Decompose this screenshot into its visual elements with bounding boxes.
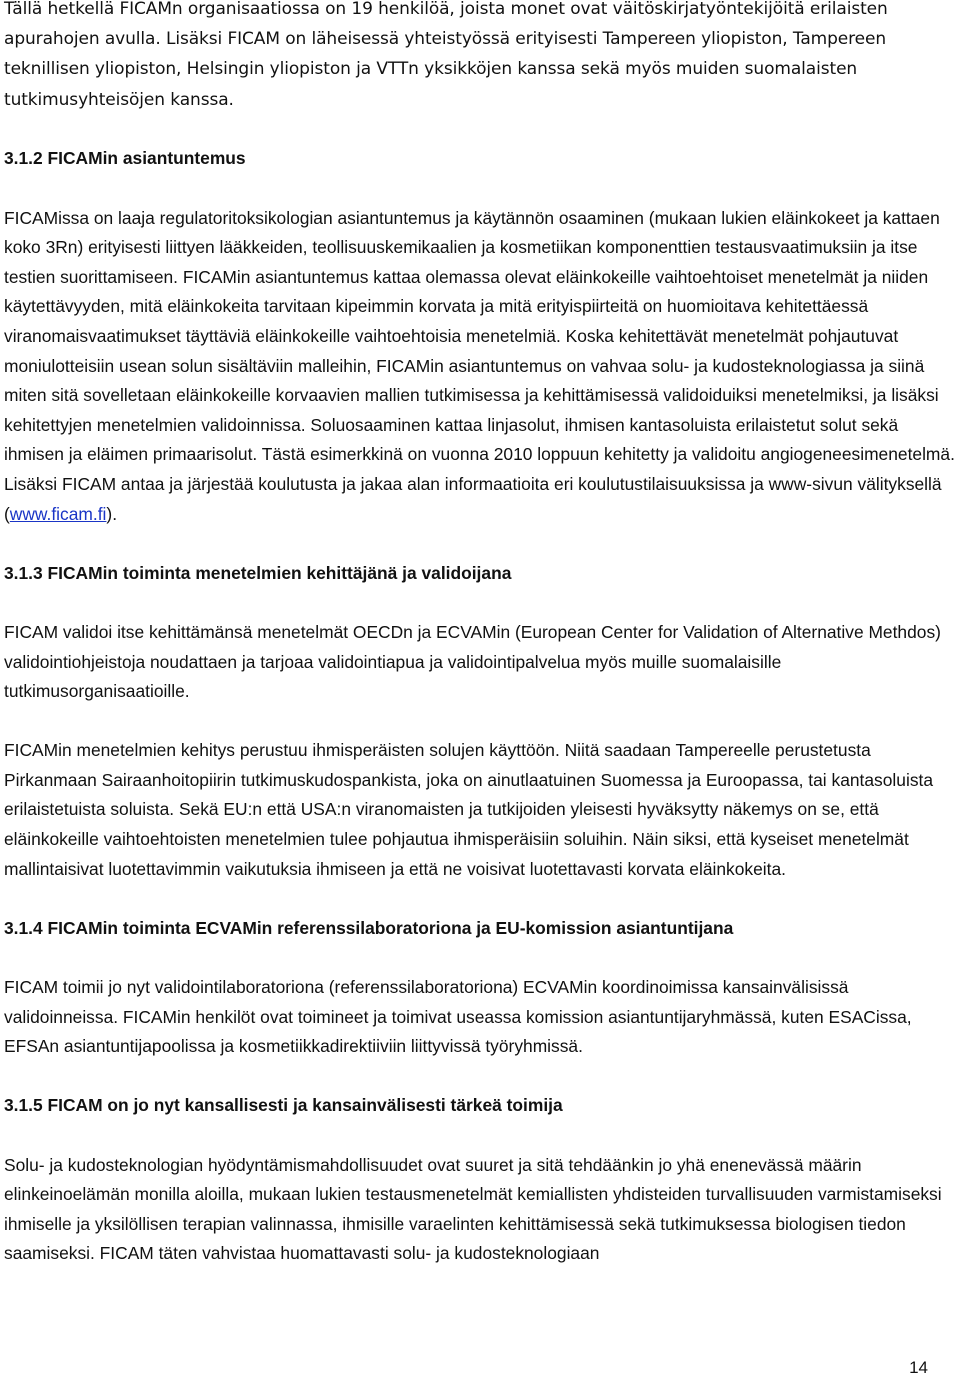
ficam-website-link[interactable]: www.ficam.fi [9, 503, 107, 524]
intro-line: tutkimusyhteisöjen kanssa. [4, 89, 234, 110]
intro-paragraph [4, 0, 960, 115]
intro-line: apurahojen avulla. Lisäksi FICAM on läheisessä yhteistyössä erityisesti Tampereen yliopiston, Tampereen [4, 29, 887, 50]
intro-line: Tällä hetkellä FICAMn organisaatiossa on 19 henkilöä, joista monet ovat väitöskirjatyöntekijöitä erilaisten [4, 0, 888, 19]
paragraph-text: FICAMissa on laaja regulatoritoksikologian asiantuntemus ja käytännön osaaminen (mukaan lukien eläinkokeet ja kattaen koko 3Rn) erityisesti liittyen lääkkeiden, teollisuuskemikaalien ja kosmetiikan komponenttien testausvaatimuksiin ja itse testien suorittamiseen. FICAMin asiantuntemus kattaa olemassa olevat eläinkokeille vaihtoehtoiset menetelmät ja niiden käytettävyyden, mitä eläinkokeita tarvitaan kipeimmin korvata ja mitä erityispiirteitä on huomioitava kehitettäessä viranomaisvaatimukset täyttäviä eläinkokeille vaihtoehtoisia menetelmiä. Koska kehitettävät menetelmät pohjautuvat moniulotteisiin usean solun sisältäviin malleihin, FICAMin asiantuntemus on vahvaa solu- ja kudosteknologiassa ja siinä miten sitä sovelletaan eläinkokeille korvaavien mallien tutkimisessa ja kehittämisessä validoiduiksi menetelmiksi, ja lisäksi kehitettyjen menetelmien validoinnissa. Soluosaaminen kattaa linjasolut, ihmisen kantasoluista erilaistetut solut sekä ihmisen ja eläimen primaarisolut. Tästä esimerkkinä on vuonna 2010 loppuun kehitetty ja validoitu angiogeneesimenetelmä. Lisäksi FICAM antaa ja järjestää koulutusta ja jakaa alan informaatioita eri koulutustilaisuuksissa ja www-sivun välityksellä ( [4, 207, 955, 524]
page-number: 14 [909, 1358, 928, 1377]
paragraph-text-end: ). [106, 503, 118, 524]
section-3-1-3-paragraph-2: FICAMin menetelmien kehitys perustuu ihmisperäisten solujen käyttöön. Niitä saadaan Tampereelle perustetusta Pirkanmaan Sairaanhoitopiirin tutkimuskudospankista, joka on ainutlaatuinen Suomessa ja Euroopassa, tai kantasoluista erilaistetuista soluista. Sekä EU:n että USA:n viranomaisten ja tutkijoiden yleisesti hyväksytty näkemys on se, että eläinkokeille vaihtoehtoisten menetelmien tulee pohjautua ihmisperäisiin soluihin. Näin siksi, että kyseiset menetelmät mallintaisivat luotettavimmin vaikutuksia ihmiseen ja että ne voisivat luotettavasti korvata eläinkokeita. [4, 740, 934, 879]
section-3-1-4-paragraph: FICAM toimii jo nyt validointilaboratoriona (referenssilaboratoriona) ECVAMin koordinoimissa kansainvälisissä validoinneissa. FICAMin henkilöt ovat toimineet ja toimivat useassa komission asiantuntijaryhmässä, kuten ESACissa, EFSAn asiantuntijapoolissa ja kosmetiikkadirektiiviin liittyvissä työryhmissä. [4, 977, 912, 1057]
document-page [4, 0, 960, 1269]
section-heading-3-1-4: 3.1.4 FICAMin toiminta ECVAMin referenssilaboratoriona ja EU-komission asiantuntijana [4, 917, 734, 938]
section-3-1-5-paragraph: Solu- ja kudosteknologian hyödyntämismahdollisuudet ovat suuret ja sitä tehdäänkin jo yhä enenevässä määrin elinkeinoelämän monilla aloilla, mukaan lukien testausmenetelmät kemiallisten yhdisteiden turvallisuuden varmistamiseksi ihmiselle ja yksilöllisen terapian valinnassa, ihmisille varaelinten kehittämisessä sekä tutkimuksessa biologisen tiedon saamiseksi. FICAM täten vahvistaa huomattavasti solu- ja kudosteknologiaan [4, 1154, 942, 1264]
section-heading-3-1-3: 3.1.3 FICAMin toiminta menetelmien kehittäjänä ja validoijana [4, 562, 512, 583]
section-3-1-2-paragraph [4, 204, 960, 530]
section-heading-3-1-2: 3.1.2 FICAMin asiantuntemus [4, 148, 246, 169]
section-heading-3-1-5: 3.1.5 FICAM on jo nyt kansallisesti ja kansainvälisesti tärkeä toimija [4, 1095, 563, 1116]
intro-line: teknillisen yliopiston, Helsingin yliopiston ja VTTn yksikköjen kanssa sekä myös muiden suomalaisten [4, 59, 858, 80]
section-3-1-3-paragraph-1: FICAM validoi itse kehittämänsä menetelmät OECDn ja ECVAMin (European Center for Validation of Alternative Methdos) validointiohjeistoja noudattaen ja tarjoaa validointiapua ja validointipalvelua myös muille suomalaisille tutkimusorganisaatioille. [4, 621, 941, 702]
